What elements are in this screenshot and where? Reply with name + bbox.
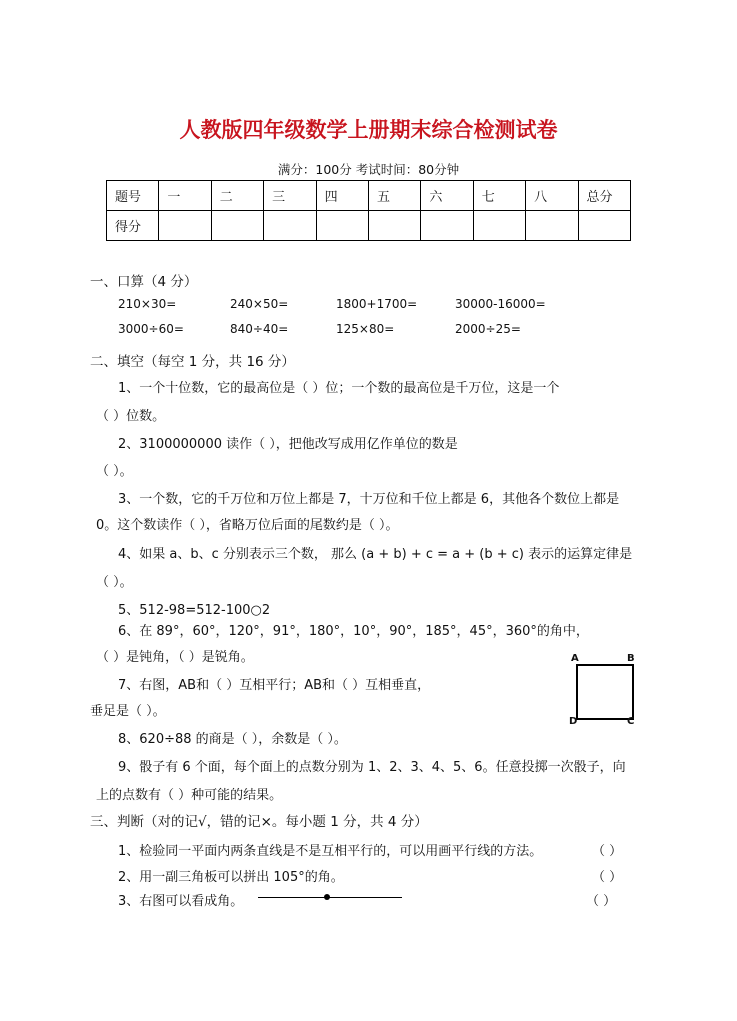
- score-cell: 七: [473, 181, 525, 211]
- fill-question-1-cont: （ ）位数。: [96, 409, 166, 424]
- fill-question-8: 8、620÷88 的商是（ ），余数是（ ）。: [118, 732, 347, 747]
- fill-question-2-cont: （ ）。: [96, 464, 133, 479]
- score-input-cell[interactable]: [316, 211, 368, 241]
- vertex-label-d: D: [569, 716, 578, 727]
- score-input-cell[interactable]: [473, 211, 525, 241]
- fill-question-5: 5、512-98=512-100○2: [118, 603, 271, 618]
- judge-question-3: 3、右图可以看成角。: [118, 894, 244, 909]
- calc-item: 125×80=: [336, 322, 395, 336]
- answer-paren[interactable]: （ ）: [592, 844, 623, 859]
- fill-question-2: 2、3100000000 读作（ ），把他改写成用亿作单位的数是: [118, 437, 458, 452]
- score-cell: 一: [159, 181, 211, 211]
- fill-question-6: 6、在 89°，60°，120°，91°，180°，10°，90°，185°，45°，360°的角中，: [118, 624, 589, 639]
- score-input-cell[interactable]: [264, 211, 316, 241]
- section-3-heading: 三、判断（对的记√，错的记×。每小题 1 分，共 4 分）: [90, 814, 428, 830]
- score-table: [106, 180, 631, 241]
- vertex-label-b: B: [627, 653, 635, 664]
- answer-paren[interactable]: （ ）: [586, 894, 617, 909]
- score-input-cell[interactable]: [526, 211, 578, 241]
- fill-question-3: 3、一个数，它的千万位和万位上都是 7，十万位和千位上都是 6，其他各个数位上都是: [118, 492, 620, 507]
- score-input-cell[interactable]: [368, 211, 420, 241]
- calc-item: 1800+1700=: [336, 297, 418, 311]
- calc-item: 240×50=: [230, 297, 289, 311]
- score-input-cell[interactable]: [578, 211, 630, 241]
- fill-question-9: 9、骰子有 6 个面，每个面上的点数分别为 1、2、3、4、5、6。任意投掷一次骰子，向: [118, 760, 626, 775]
- score-cell: 八: [526, 181, 578, 211]
- score-cell: 二: [211, 181, 263, 211]
- fill-question-7-cont: 垂足是（ ）。: [90, 704, 166, 719]
- score-cell: 题号: [107, 181, 159, 211]
- section-1-heading: 一、口算（4 分）: [90, 274, 198, 290]
- fill-question-3-cont: 0。这个数读作（ ），省略万位后面的尾数约是（ ）。: [96, 518, 399, 533]
- answer-paren[interactable]: （ ）: [592, 870, 623, 885]
- calc-item: 840÷40=: [230, 322, 289, 336]
- score-table-score-row: [107, 211, 631, 241]
- angle-figure-vertex: [324, 894, 330, 900]
- fill-question-9-cont: 上的点数有（ ）种可能的结果。: [96, 788, 283, 803]
- calc-item: 210×30=: [118, 297, 177, 311]
- vertex-label-c: C: [627, 716, 635, 727]
- fill-question-6-cont: （ ）是钝角，（ ）是锐角。: [96, 650, 254, 665]
- judge-question-2: 2、用一副三角板可以拼出 105°的角。: [118, 870, 344, 885]
- score-cell: 总分: [578, 181, 630, 211]
- score-cell: 六: [421, 181, 473, 211]
- score-cell: 三: [264, 181, 316, 211]
- square-figure: [576, 664, 634, 720]
- fill-question-7: 7、右图，AB和（ ）互相平行；AB和（ ）互相垂直，: [118, 678, 431, 693]
- page-title: 人教版四年级数学上册期末综合检测试卷: [179, 117, 558, 142]
- score-input-cell[interactable]: [421, 211, 473, 241]
- score-input-cell[interactable]: [159, 211, 211, 241]
- vertex-label-a: A: [571, 653, 579, 664]
- exam-info: 满分：100分 考试时间：80分钟: [277, 162, 460, 177]
- score-cell: 得分: [107, 211, 159, 241]
- score-input-cell[interactable]: [211, 211, 263, 241]
- fill-question-4: 4、如果 a、b、c 分别表示三个数， 那么 (a + b) + c = a + (b + c) 表示的运算定律是: [118, 547, 633, 562]
- calc-item: 2000÷25=: [455, 322, 521, 336]
- score-table-header-row: [107, 181, 631, 211]
- calc-item: 3000÷60=: [118, 322, 184, 336]
- calc-item: 30000-16000=: [455, 297, 546, 311]
- judge-question-1: 1、检验同一平面内两条直线是不是互相平行的，可以用画平行线的方法。: [118, 844, 543, 859]
- score-cell: 四: [316, 181, 368, 211]
- section-2-heading: 二、填空（每空 1 分，共 16 分）: [90, 354, 295, 370]
- fill-question-1: 1、一个十位数，它的最高位是（ ）位；一个数的最高位是千万位，这是一个: [118, 381, 560, 396]
- score-cell: 五: [368, 181, 420, 211]
- fill-question-4-cont: （ ）。: [96, 575, 133, 590]
- angle-figure-line: [258, 897, 402, 898]
